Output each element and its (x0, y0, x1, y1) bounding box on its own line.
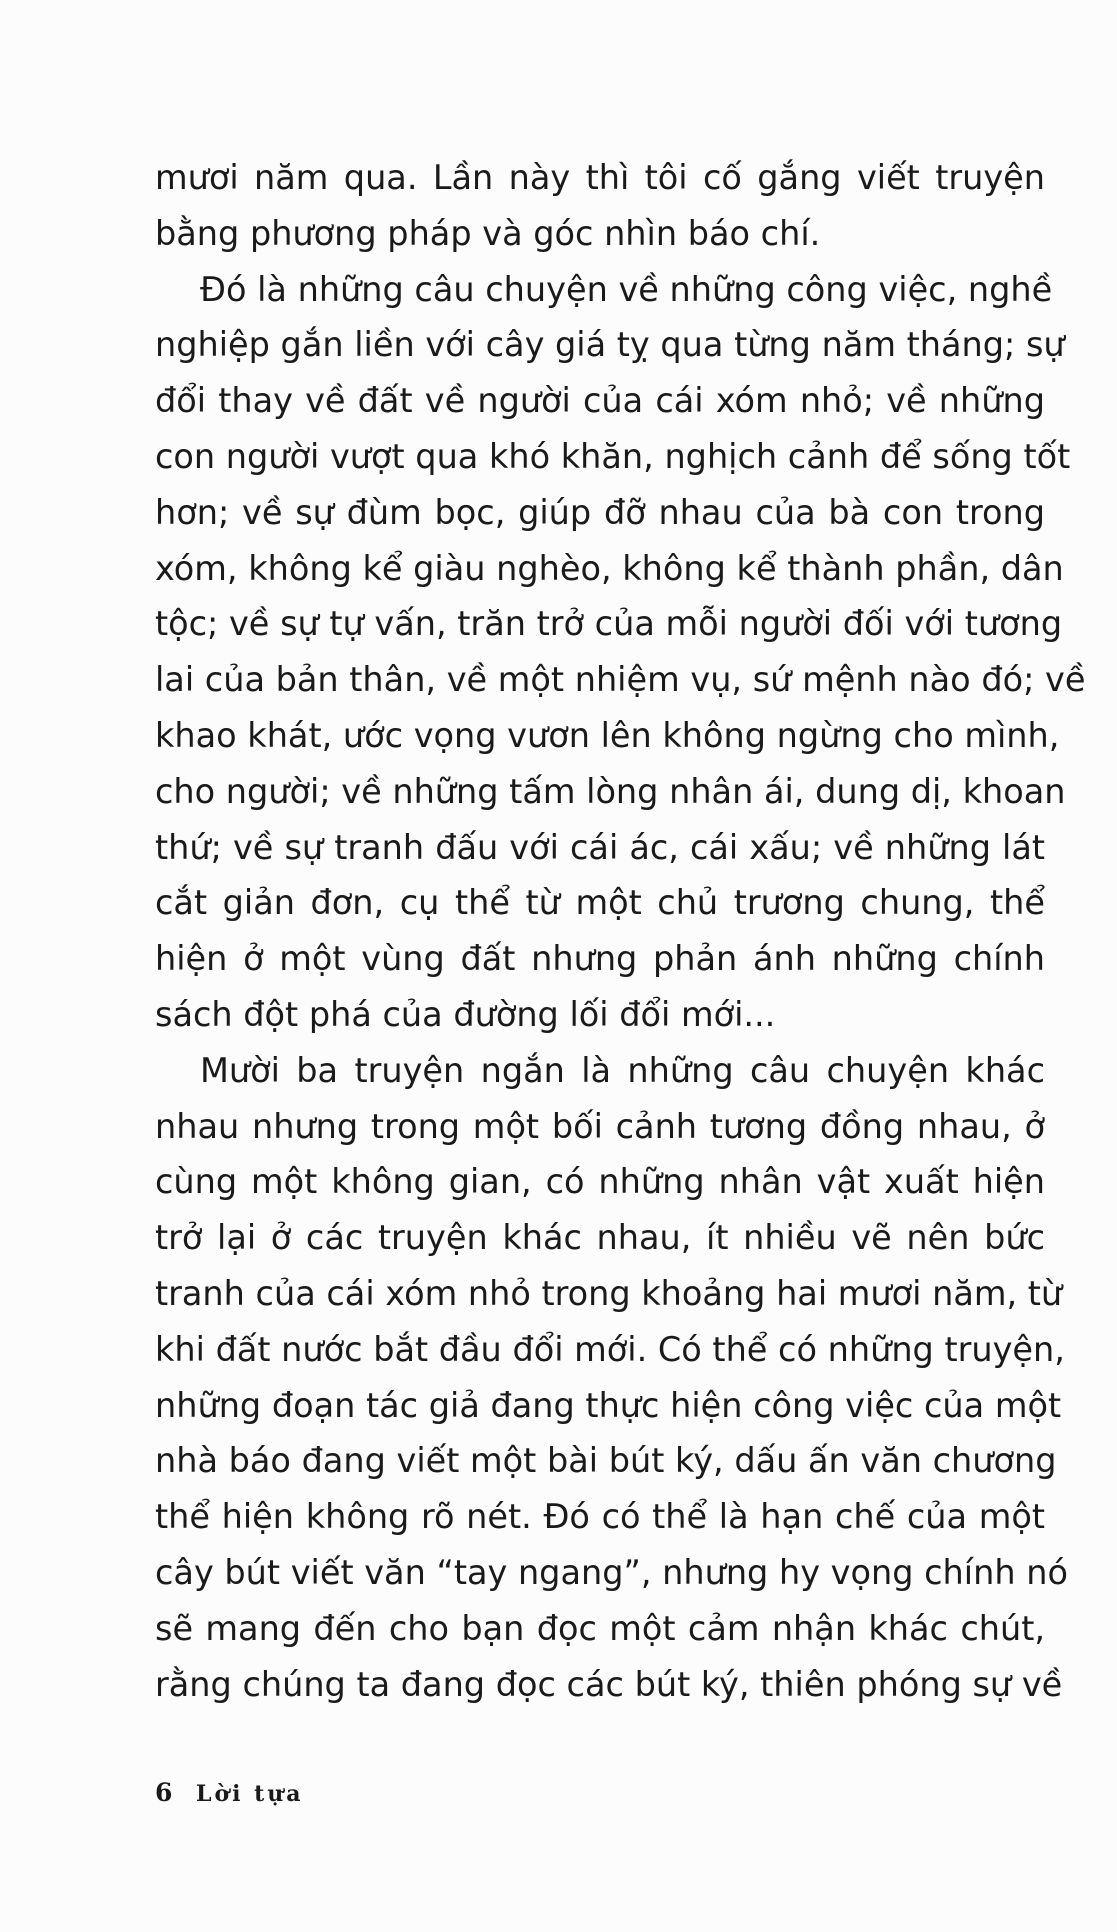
text-line: rằng chúng ta đang đọc các bút ký, thiên phóng sự về (155, 1664, 1063, 1704)
text-line: nhà báo đang viết một bài bút ký, dấu ấn văn chương (155, 1441, 1057, 1481)
text-line: bằng phương pháp và góc nhìn báo chí. (155, 213, 821, 253)
running-title: Lời tựa (195, 1781, 304, 1807)
text-line: thể hiện không rõ nét. Đó có thể là hạn chế của một (155, 1497, 1045, 1537)
text-line: sẽ mang đến cho bạn đọc một cảm nhận khác chút, (155, 1608, 1045, 1648)
text-line: khi đất nước bắt đầu đổi mới. Có thể có những truyện, (155, 1329, 1065, 1369)
text-line: sách đột phá của đường lối đổi mới... (155, 994, 776, 1034)
page-footer (155, 1778, 304, 1807)
text-line: nghiệp gắn liền với cây giá tỵ qua từng năm tháng; sự (155, 325, 1065, 365)
text-line: cây bút viết văn “tay ngang”, nhưng hy vọng chính nó (155, 1552, 1068, 1592)
text-line: lai của bản thân, về một nhiệm vụ, sứ mệnh nào đó; về (155, 660, 1086, 700)
text-line: Mười ba truyện ngắn là những câu chuyện khác (200, 1050, 1045, 1090)
text-line: tộc; về sự tự vấn, trăn trở của mỗi người đối với tương (155, 604, 1063, 644)
text-line: hơn; về sự đùm bọc, giúp đỡ nhau của bà con trong (155, 492, 1045, 532)
text-line: hiện ở một vùng đất nhưng phản ánh những chính (155, 939, 1045, 979)
text-line: thứ; về sự tranh đấu với cái ác, cái xấu; về những lát (155, 827, 1045, 867)
text-line: trở lại ở các truyện khác nhau, ít nhiều vẽ nên bức (155, 1218, 1045, 1258)
text-line: con người vượt qua khó khăn, nghịch cảnh để sống tốt (155, 436, 1071, 476)
text-line: mươi năm qua. Lần này thì tôi cố gắng viết truyện (155, 158, 1045, 197)
text-line: nhau nhưng trong một bối cảnh tương đồng nhau, ở (155, 1106, 1045, 1146)
text-line: khao khát, ước vọng vươn lên không ngừng cho mình, (155, 715, 1060, 755)
text-line: Đó là những câu chuyện về những công việc, nghề (200, 269, 1053, 309)
body-text (155, 150, 1086, 1712)
text-line: đổi thay về đất về người của cái xóm nhỏ; về những (155, 381, 1045, 421)
text-line: cắt giản đơn, cụ thể từ một chủ trương chung, thể (155, 883, 1045, 923)
text-line: xóm, không kể giàu nghèo, không kể thành phần, dân (155, 548, 1064, 588)
text-line: cho người; về những tấm lòng nhân ái, dung dị, khoan (155, 771, 1066, 811)
page-number: 6 (155, 1778, 173, 1807)
text-line: tranh của cái xóm nhỏ trong khoảng hai mươi năm, từ (155, 1273, 1063, 1313)
text-line: cùng một không gian, có những nhân vật xuất hiện (155, 1162, 1045, 1202)
text-line: những đoạn tác giả đang thực hiện công việc của một (155, 1385, 1062, 1425)
